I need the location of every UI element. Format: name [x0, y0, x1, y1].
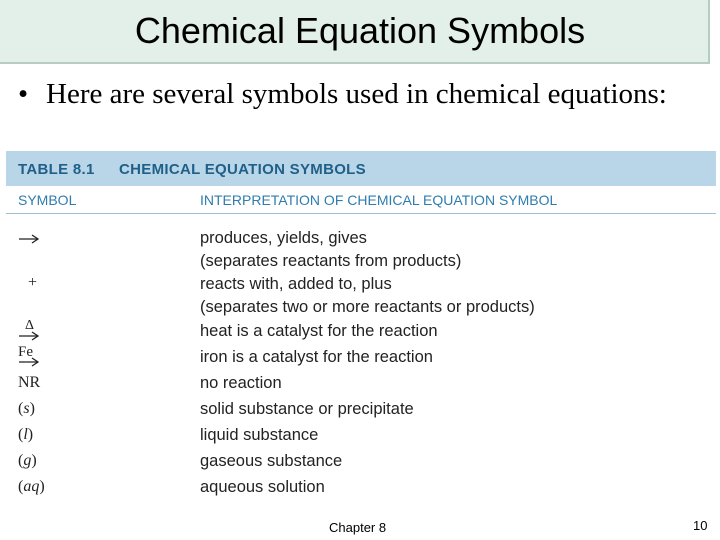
bullet-point — [18, 78, 708, 111]
row-symbol — [18, 478, 178, 496]
row-interpretation: no reaction — [200, 374, 282, 392]
column-header-interpretation: INTERPRETATION OF CHEMICAL EQUATION SYMBOL — [200, 192, 558, 208]
row-interpretation-note: (separates two or more reactants or products) — [200, 298, 535, 316]
table-row — [6, 274, 716, 322]
slide-footer: Chapter 8 — [329, 520, 387, 535]
slide-title: Chemical Equation Symbols — [134, 10, 586, 51]
row-symbol — [18, 400, 178, 418]
table-row — [6, 373, 716, 399]
row-symbol — [18, 426, 178, 444]
state-letter: l — [23, 426, 28, 443]
bullet-text: Here are several symbols used in chemical equations: — [46, 78, 667, 110]
table-number: TABLE 8.1 — [18, 161, 95, 178]
yields-arrow-icon — [18, 228, 178, 251]
paren-open: ( — [18, 426, 24, 443]
table-row — [6, 425, 716, 451]
state-letter: aq — [23, 478, 40, 495]
row-interpretation: aqueous solution — [200, 478, 325, 496]
page-number: 10 — [693, 518, 708, 533]
state-letter: g — [23, 452, 32, 469]
row-symbol: Δ — [25, 318, 35, 333]
iron-over-arrow-icon — [18, 345, 40, 369]
paren-close: ) — [39, 478, 45, 495]
table-row — [6, 318, 716, 347]
table-column-headers — [6, 186, 716, 214]
row-interpretation: liquid substance — [200, 426, 319, 444]
table-row — [6, 399, 716, 425]
table-title: CHEMICAL EQUATION SYMBOLS — [119, 161, 366, 178]
row-symbol: NR — [18, 374, 41, 391]
paren-open: ( — [18, 400, 24, 417]
row-interpretation: produces, yields, gives — [200, 229, 367, 247]
table-row — [6, 344, 716, 373]
row-interpretation: iron is a catalyst for the reaction — [200, 348, 433, 366]
state-letter: s — [23, 400, 30, 417]
table-row — [6, 451, 716, 477]
row-symbol: Fe — [18, 344, 33, 360]
table-title-bar — [6, 151, 716, 186]
paren-close: ) — [31, 452, 37, 469]
paren-close: ) — [27, 426, 34, 443]
table-row — [6, 477, 716, 503]
paren-open: ( — [18, 452, 24, 469]
row-interpretation-note: (separates reactants from products) — [200, 252, 462, 270]
row-interpretation: solid substance or precipitate — [200, 400, 414, 418]
row-interpretation: reacts with, added to, plus — [200, 275, 392, 293]
heat-over-arrow-icon — [18, 319, 40, 343]
paren-close: ) — [29, 400, 35, 417]
column-header-symbol: SYMBOL — [18, 192, 77, 208]
paren-open: ( — [18, 478, 24, 495]
bullet-dot-icon: • — [18, 78, 29, 110]
row-interpretation: gaseous substance — [200, 452, 343, 470]
row-symbol — [18, 452, 178, 470]
row-symbol: + — [28, 274, 38, 291]
table-row — [6, 228, 716, 276]
row-interpretation: heat is a catalyst for the reaction — [200, 322, 438, 340]
